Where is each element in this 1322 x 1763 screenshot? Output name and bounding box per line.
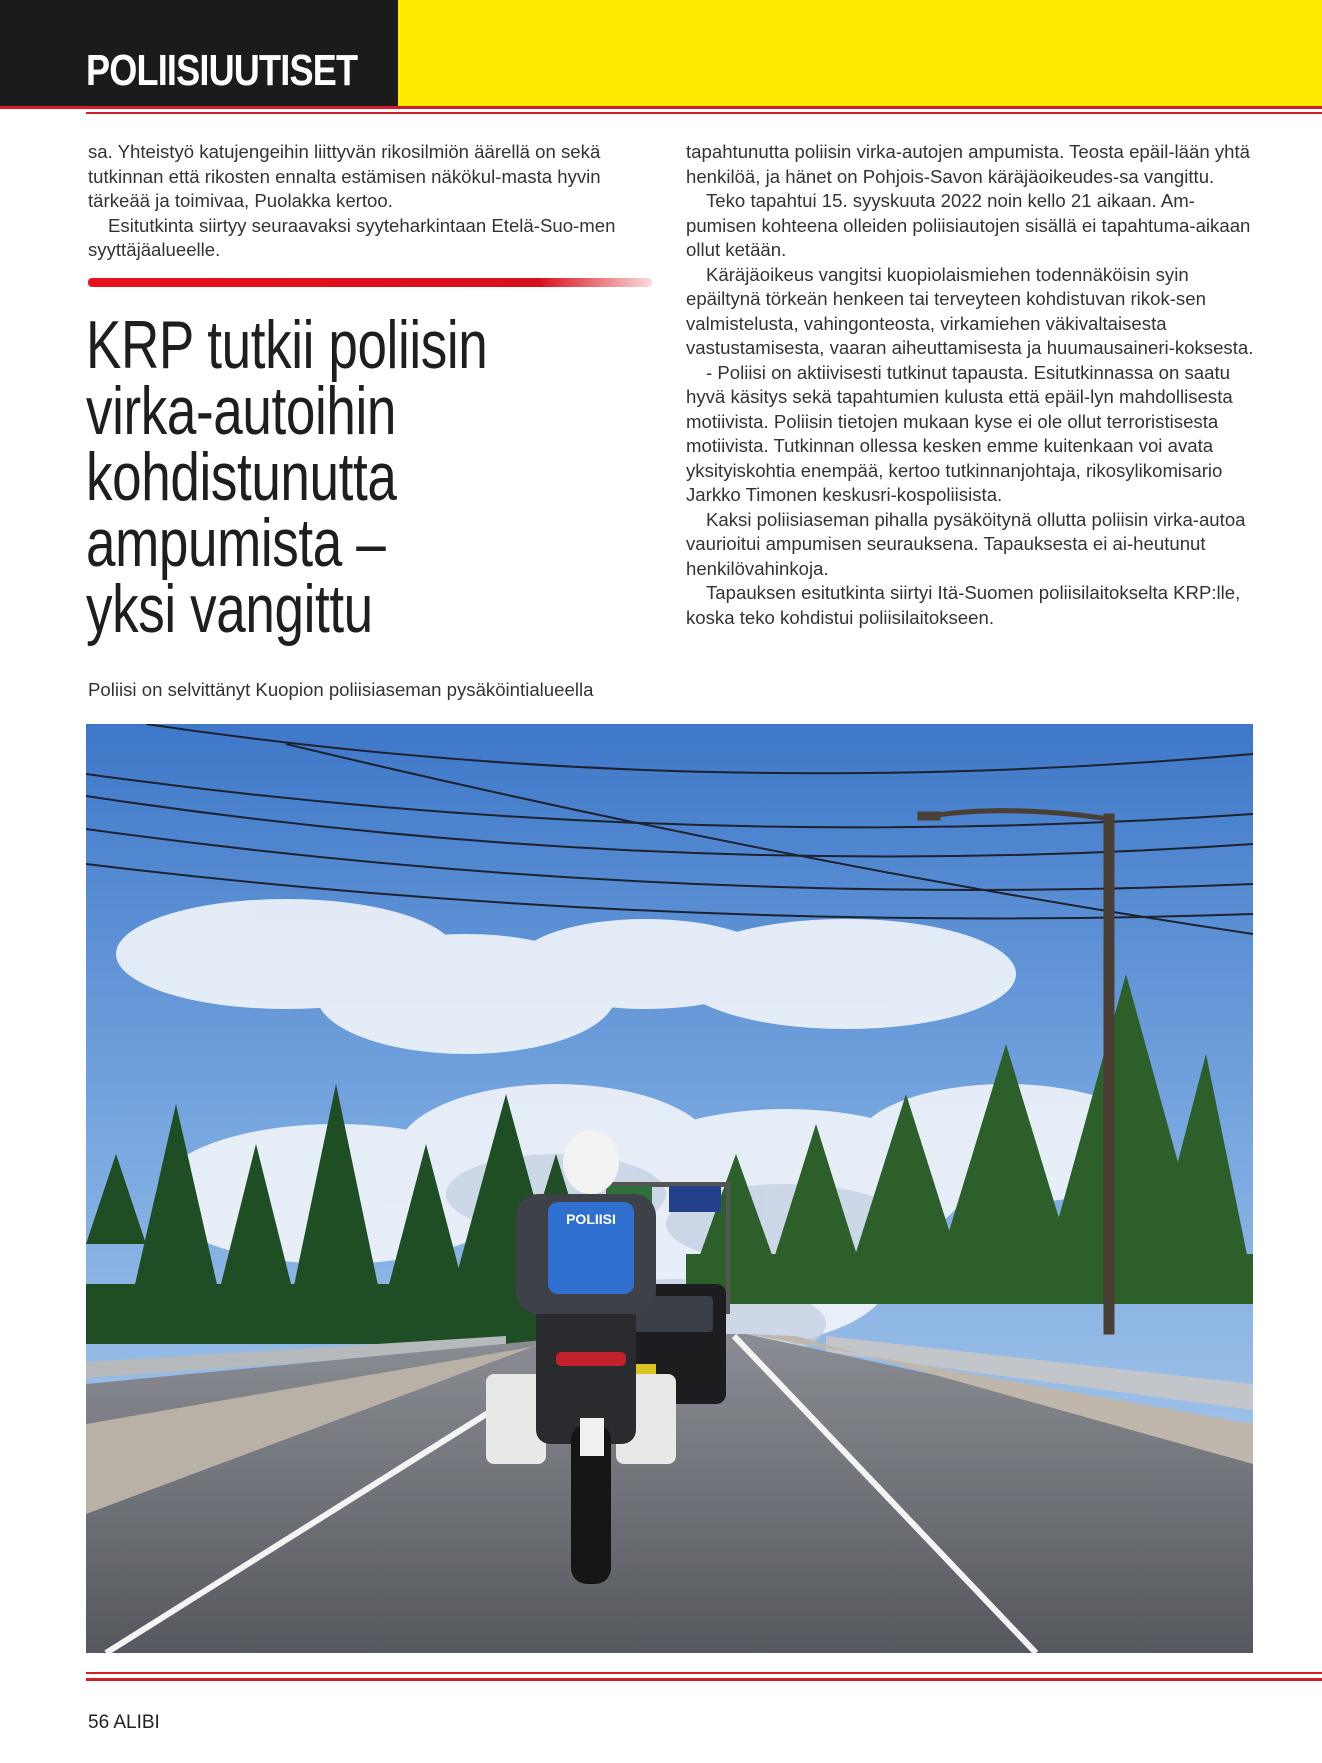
- section-title: POLIISIUUTISET: [86, 46, 358, 95]
- paragraph: sa. Yhteistyö katujengeihin liittyvän rikosilmiön äärellä on sekä tutkinnan että rikosten ennalta estämisen näkökul-masta hyvin tärkeää ja toimivaa, Puolakka kertoo.: [88, 141, 601, 211]
- paragraph: tapahtunutta poliisin virka-autojen ampumista. Teosta epäil-lään yhtä henkilöä, ja hänet on Pohjois-Savon käräjäoikeudes-sa vangittu.: [686, 141, 1251, 187]
- headline-line: kohdistunutta: [86, 439, 397, 515]
- top-rule: [0, 106, 1322, 109]
- paragraph: Teko tapahtui 15. syyskuuta 2022 noin kello 21 aikaan. Am-pumisen kohteena olleiden poliisiautojen sisällä ei tapahtuma-aikaan ollut ketään.: [686, 190, 1251, 260]
- photo-illustration: [86, 724, 1253, 1653]
- paragraph: Käräjäoikeus vangitsi kuopiolaismiehen todennäköisin syin epäiltynä törkeän henkeen tai terveyteen kohdistuvan rikok-sen valmistelusta, vahingonteosta, virkamiehen väkivaltaisesta vastustamisesta, vaaran aiheuttamisesta ja huumausaineri-koksesta.: [686, 263, 1254, 358]
- paragraph: - Poliisi on aktiivisesti tutkinut tapausta. Esitutkinnassa on saatu hyvä käsitys sekä tapahtumien kulusta että epäil-lyn mahdollisesta motiivista. Poliisin tietojen mukaan kyse ei ole ollut terroristisesta motiivista. Tutkinnan ollessa kesken emme kuitenkaan voi avata yksityiskohtia enempää, kertoo tutkinnanjohtaja, rikosylikomisario Jarkko Timonen keskusri-kospoliisista.: [686, 361, 1233, 505]
- article-lead: Poliisi on selvittänyt Kuopion poliisiaseman pysäköintialueella: [88, 679, 594, 700]
- vest-text: POLIISI: [566, 1211, 616, 1227]
- headline-line: KRP tutkii poliisin: [86, 307, 488, 383]
- bottom-rule-thin: [86, 1672, 1322, 1674]
- headline-divider: [88, 278, 652, 287]
- paragraph: Kaksi poliisiaseman pihalla pysäköitynä ollutta poliisin virka-autoa vaurioitui ampumisen seurauksena. Tapauksesta ei ai-heutunut henkilövahinkoja.: [686, 508, 1246, 579]
- page-folio: 56 ALIBI: [88, 1712, 160, 1733]
- headline-line: yksi vangittu: [86, 571, 373, 647]
- paragraph: Tapauksen esitutkinta siirtyi Itä-Suomen poliisilaitokselta KRP:lle, koska teko kohdistui poliisilaitokseen.: [686, 582, 1241, 628]
- right-column-text: [686, 140, 1258, 630]
- headline-line: virka-autoihin: [86, 373, 396, 449]
- article-photo: [86, 724, 1253, 1653]
- top-rule-thin: [86, 112, 1322, 114]
- headline-line: ampumista –: [86, 505, 386, 581]
- bottom-rule: [86, 1678, 1322, 1681]
- header-yellow-band: [398, 0, 1322, 106]
- paragraph: Esitutkinta siirtyy seuraavaksi syyteharkintaan Etelä-Suo-men syyttäjäalueelle.: [88, 214, 616, 260]
- article-headline: [86, 307, 554, 647]
- left-column-text: [88, 140, 658, 263]
